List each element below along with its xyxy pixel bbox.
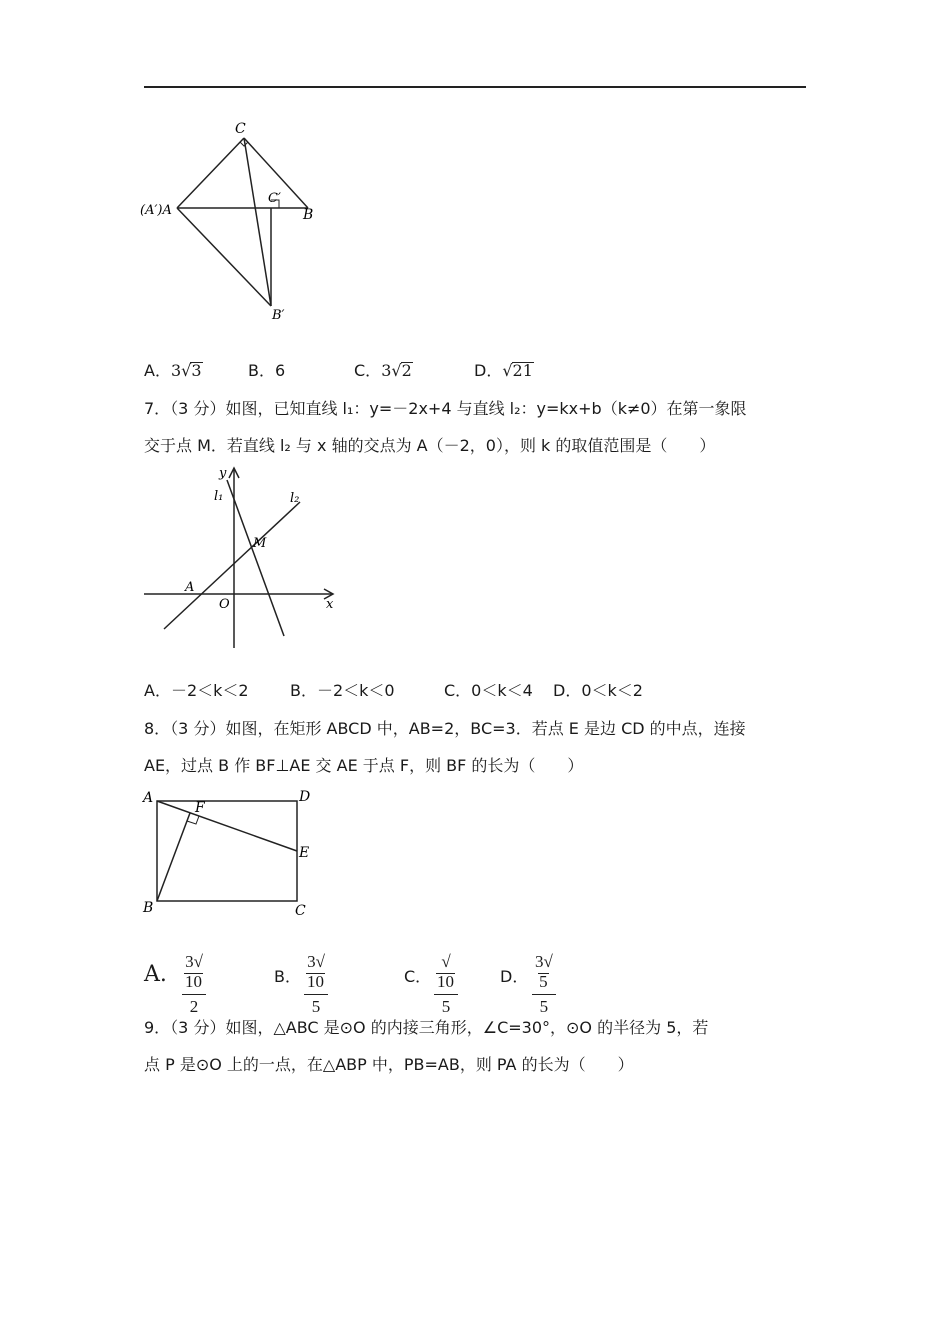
q6-option-d-radicand: 21: [512, 361, 533, 380]
q7-label-M: M: [253, 536, 267, 551]
fraction-numerator: [532, 952, 556, 995]
q6-option-b-value: 6: [274, 361, 286, 380]
q6-option-c[interactable]: [354, 361, 413, 381]
num-coef: 3: [307, 952, 316, 971]
q8-option-c-letter: C．: [404, 967, 432, 986]
sqrt-sign: √: [391, 361, 402, 380]
q6-option-a-coef: 3: [170, 361, 182, 380]
q8-option-d-letter: D．: [500, 967, 529, 986]
q7-stem-line2: 交于点 M．若直线 l₂ 与 x 轴的交点为 A（－2，0），则 k 的取值范围是（ ）: [144, 436, 716, 455]
q8-stem-line1: 8．（3 分）如图，在矩形 ABCD 中，AB=2，BC=3．若点 E 是边 CD 的中点，连接: [144, 719, 746, 738]
q6-option-a-radicand: 3: [191, 361, 202, 380]
num-coef: 3: [185, 952, 194, 971]
q8-rectangle-ABCD: [157, 801, 297, 901]
q9-stem-line2: 点 P 是⊙O 上的一点，在△ABP 中，PB=AB，则 PA 的长为（ ）: [144, 1055, 634, 1074]
sqrt-sign: √: [193, 952, 203, 971]
q7-line-l1: [227, 480, 284, 636]
num-radicand: 5: [539, 972, 548, 991]
q7-label-y: y: [219, 466, 227, 481]
fraction-denominator: 5: [441, 997, 451, 1016]
q6-label-C: C: [235, 121, 246, 137]
q8-label-A: A: [143, 790, 154, 806]
sqrt-sign: √: [441, 952, 451, 971]
sqrt-sign: √: [502, 361, 513, 380]
q8-label-D: D: [299, 789, 311, 805]
q8-stem-line2: AE，过点 B 作 BF⊥AE 交 AE 于点 F，则 BF 的长为（ ）: [144, 756, 584, 775]
q8-option-b-letter: B．: [274, 967, 301, 986]
q7-line-l2: [164, 502, 300, 629]
q6-option-c-letter: C．: [354, 361, 382, 380]
num-radicand: 10: [307, 972, 324, 991]
header-rule: [144, 86, 806, 88]
q8-label-E: E: [299, 845, 310, 861]
q6-option-b[interactable]: [248, 361, 285, 381]
fraction-numerator: [304, 952, 328, 995]
q8-line-BF: [157, 813, 190, 901]
fraction-denominator: 5: [539, 997, 549, 1016]
q7-stem-line1: 7．（3 分）如图，已知直线 l₁：y=－2x+4 与直线 l₂：y=kx+b（k≠0）在第一象限: [144, 399, 747, 418]
q8-option-a-letter: A.: [144, 962, 167, 987]
q6-label-B: B: [303, 207, 314, 223]
q8-label-C: C: [295, 903, 306, 919]
sqrt-sign: √: [315, 952, 325, 971]
fraction-denominator: 5: [311, 997, 321, 1016]
q6-figure: [140, 118, 340, 328]
q7-option-d[interactable]: D．0＜k＜2: [553, 681, 643, 700]
q6-option-c-radicand: 2: [401, 361, 412, 380]
q6-option-b-letter: B．: [248, 361, 275, 380]
q6-line-AC: [177, 138, 244, 208]
q8-option-d-fraction: [532, 952, 556, 1017]
num-coef: 3: [535, 952, 544, 971]
q7-label-l1: l₁: [214, 489, 224, 504]
q7-option-a[interactable]: A．－2＜k＜2: [144, 681, 249, 700]
q7-label-x: x: [326, 597, 334, 612]
q6-option-c-coef: 3: [381, 361, 392, 380]
q7-label-O: O: [219, 597, 230, 612]
num-radicand: 10: [185, 972, 202, 991]
fraction-numerator: [182, 952, 206, 995]
q6-label-Bprime: B′: [272, 308, 285, 323]
q8-label-B: B: [143, 900, 154, 916]
q8-option-c-fraction: [434, 952, 458, 1017]
q7-label-A: A: [185, 580, 195, 595]
q8-option-b-fraction: [304, 952, 328, 1017]
q6-option-a[interactable]: [144, 361, 203, 381]
q8-label-F: F: [195, 800, 205, 816]
q6-option-a-letter: A．: [144, 361, 171, 380]
q7-option-c[interactable]: C．0＜k＜4: [444, 681, 533, 700]
q7-figure: [140, 462, 350, 652]
q6-label-Cprime: C′: [268, 191, 281, 206]
q6-label-Aprime-A: (A′)A: [140, 203, 172, 218]
q8-option-a-fraction: [182, 952, 206, 1017]
fraction-denominator: 2: [189, 997, 199, 1016]
q6-option-d-letter: D．: [474, 361, 503, 380]
sqrt-sign: √: [543, 952, 553, 971]
q9-stem-line1: 9．（3 分）如图，△ABC 是⊙O 的内接三角形，∠C=30°，⊙O 的半径为 5，若: [144, 1018, 709, 1037]
q8-figure: [140, 784, 330, 920]
sqrt-sign: √: [181, 361, 192, 380]
fraction-numerator: [434, 952, 458, 995]
q7-option-b[interactable]: B．－2＜k＜0: [290, 681, 395, 700]
q6-option-d[interactable]: [474, 361, 534, 381]
num-radicand: 10: [437, 972, 454, 991]
q7-label-l2: l₂: [290, 491, 300, 506]
